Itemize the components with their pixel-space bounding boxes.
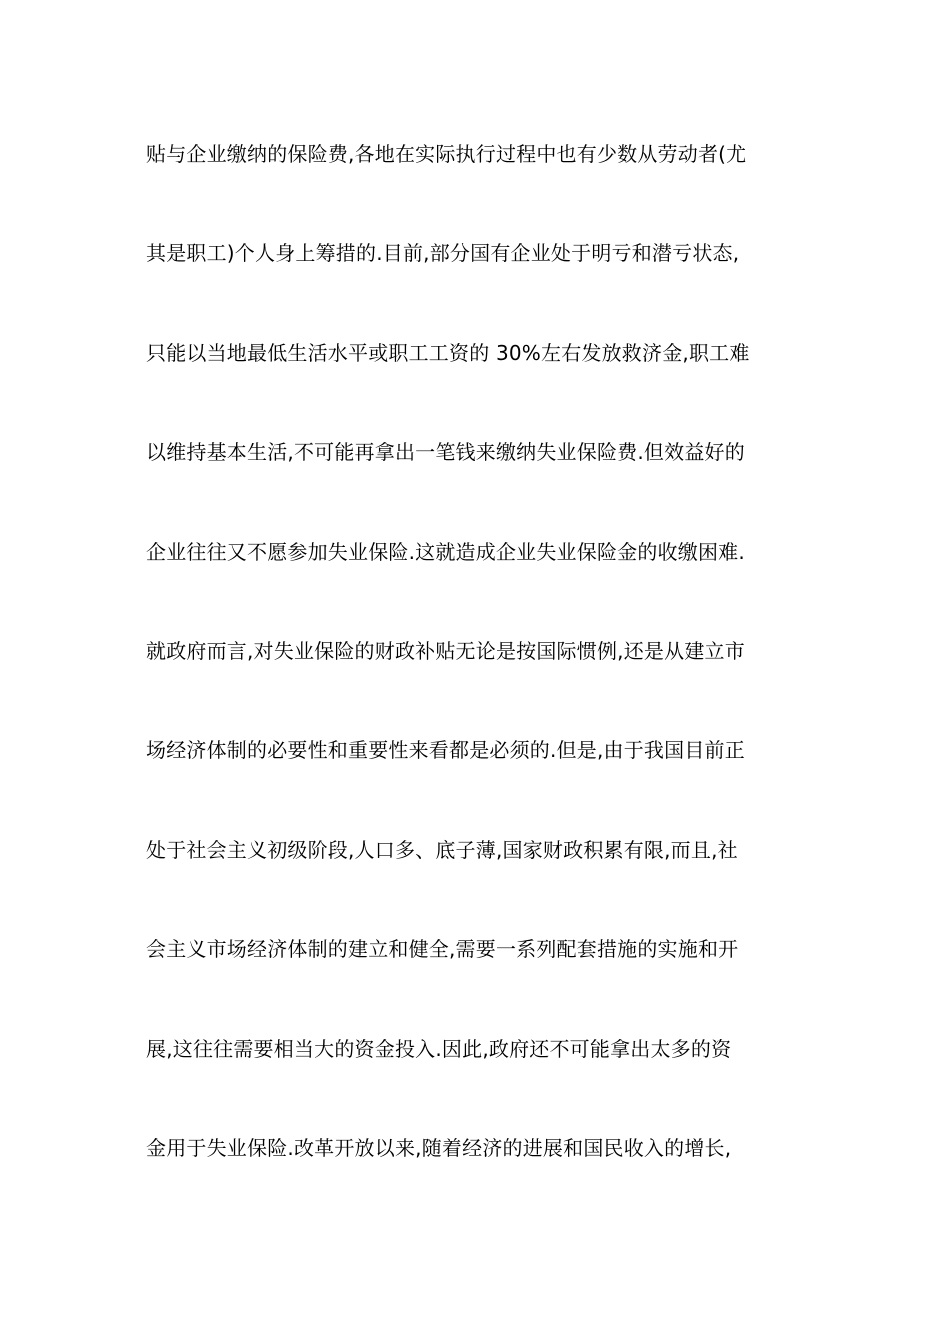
text-line-4: 以维持基本生活,不可能再拿出一笔钱来缴纳失业保险费.但效益好的 [146,440,745,465]
text-line-9: 会主义市场经济体制的建立和健全,需要一系列配套措施的实施和开 [146,937,739,962]
text-line-7: 场经济体制的必要性和重要性来看都是必须的.但是,由于我国目前正 [146,738,745,763]
text-line-11: 金用于失业保险.改革开放以来,随着经济的进展和国民收入的增长, [146,1135,732,1160]
text-line-1: 贴与企业缴纳的保险费,各地在实际执行过程中也有少数从劳动者(尤 [146,142,747,166]
text-line-6: 就政府而言,对失业保险的财政补贴无论是按国际惯例,还是从建立市 [146,638,745,663]
body-text [146,134,811,1227]
text-line-3: 只能以当地最低生活水平或职工工资的 30%左右发放救济金,职工难 [146,340,750,365]
text-line-8: 处于社会主义初级阶段,人口多、底子薄,国家财政积累有限,而且,社 [146,837,738,862]
text-line-10: 展,这往往需要相当大的资金投入.因此,政府还不可能拿出太多的资 [146,1036,732,1061]
text-line-2: 其是职工)个人身上筹措的.目前,部分国有企业处于明亏和潜亏状态, [146,241,740,266]
text-line-5: 企业往往又不愿参加失业保险.这就造成企业失业保险金的收缴困难. [146,539,745,564]
